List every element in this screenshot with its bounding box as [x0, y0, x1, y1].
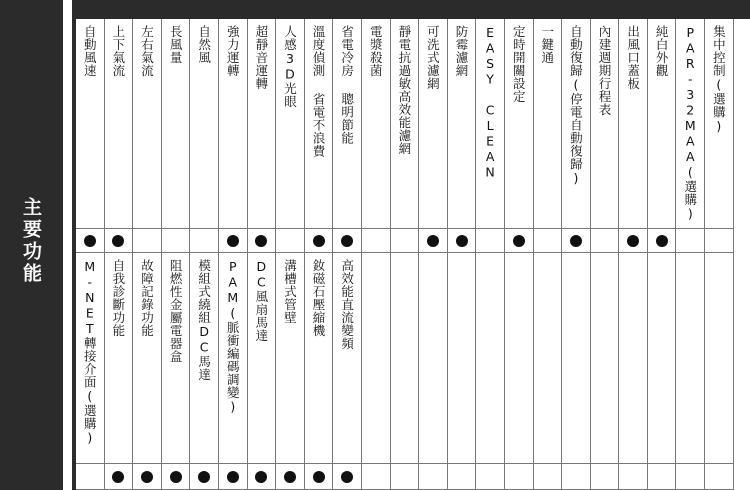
- bottom-feature-label: DC風扇馬達: [253, 259, 269, 342]
- section-title: 主要功能: [20, 197, 42, 285]
- top-feature-cell: [619, 19, 648, 229]
- feature-dot-icon: [227, 235, 239, 247]
- top-indicator-cell: [219, 229, 248, 253]
- top-feature-cell: [333, 19, 362, 229]
- bottom-feature-label: 高效能直流變頻: [339, 259, 355, 350]
- bottom-feature-cell: [619, 253, 648, 464]
- bottom-feature-cell: [248, 253, 277, 464]
- top-feature-label: 防霉濾網: [454, 25, 470, 77]
- top-feature-label: 自動風速: [82, 25, 98, 77]
- feature-dot-icon: [656, 235, 668, 247]
- bottom-indicator-cell: [391, 464, 420, 490]
- top-feature-cell: [591, 19, 620, 229]
- bottom-indicator-cell: [76, 464, 105, 490]
- bottom-feature-cell: [305, 253, 334, 464]
- top-feature-label: 集中控制(選購): [711, 25, 727, 134]
- top-indicator-cell: [476, 229, 505, 253]
- bottom-indicator-cell: [362, 464, 391, 490]
- top-label-row: [76, 19, 734, 229]
- feature-dot-icon: [456, 235, 468, 247]
- top-indicator-cell: [648, 229, 677, 253]
- top-feature-label: 出風口蓋板: [625, 25, 641, 90]
- top-indicator-cell: [362, 229, 391, 253]
- top-feature-label: 純白外觀: [654, 25, 670, 77]
- top-indicator-cell: [190, 229, 219, 253]
- bottom-feature-cell: [190, 253, 219, 464]
- bottom-feature-label: 釹磁石壓縮機: [311, 259, 327, 337]
- feature-dot-icon: [170, 471, 182, 483]
- bottom-feature-cell: [676, 253, 705, 464]
- bottom-feature-cell: [562, 253, 591, 464]
- top-indicator-cell: [591, 229, 620, 253]
- bottom-indicator-cell: [591, 464, 620, 490]
- top-indicator-cell: [248, 229, 277, 253]
- bottom-feature-label: 模組式繞組DC馬達: [196, 259, 212, 381]
- bottom-feature-cell: [705, 253, 734, 464]
- feature-dot-icon: [341, 235, 353, 247]
- top-feature-label: 省電冷房 聰明節能: [339, 25, 355, 145]
- top-indicator-cell: [562, 229, 591, 253]
- top-feature-cell: [505, 19, 534, 229]
- top-feature-cell: [476, 19, 505, 229]
- bottom-indicator-cell: [162, 464, 191, 490]
- feature-dot-icon: [513, 235, 525, 247]
- top-feature-cell: [391, 19, 420, 229]
- top-indicator-cell: [619, 229, 648, 253]
- bottom-indicator-cell: [419, 464, 448, 490]
- top-feature-cell: [676, 19, 705, 229]
- bottom-indicator-cell: [333, 464, 362, 490]
- bottom-feature-cell: [419, 253, 448, 464]
- feature-dot-icon: [112, 471, 124, 483]
- feature-dot-icon: [313, 235, 325, 247]
- bottom-feature-label: 自我診斷功能: [110, 259, 126, 337]
- bottom-indicator-cell: [219, 464, 248, 490]
- top-indicator-cell: [534, 229, 563, 253]
- feature-dot-icon: [255, 471, 267, 483]
- top-feature-label: 上下氣流: [110, 25, 126, 77]
- feature-dot-icon: [198, 471, 210, 483]
- top-feature-label: 一鍵通: [539, 25, 555, 64]
- top-feature-cell: [419, 19, 448, 229]
- bottom-indicator-cell: [248, 464, 277, 490]
- top-feature-label: 定時開關設定: [511, 25, 527, 103]
- bottom-feature-cell: [219, 253, 248, 464]
- top-feature-label: 人感3D光眼: [282, 25, 298, 108]
- top-feature-label: 靜電抗過敏高效能濾網: [396, 25, 412, 155]
- bottom-feature-cell: [534, 253, 563, 464]
- bottom-indicator-cell: [619, 464, 648, 490]
- bottom-indicator-cell: [105, 464, 134, 490]
- top-feature-label: 超靜音運轉: [253, 25, 269, 90]
- bottom-feature-cell: [476, 253, 505, 464]
- sidebar-panel: [0, 0, 63, 490]
- top-indicator-cell: [105, 229, 134, 253]
- top-indicator-cell: [419, 229, 448, 253]
- top-feature-label: 長風量: [168, 25, 184, 64]
- bottom-feature-cell: [276, 253, 305, 464]
- bottom-feature-cell: [591, 253, 620, 464]
- bottom-feature-label: 溝槽式管壁: [282, 259, 298, 324]
- feature-dot-icon: [141, 471, 153, 483]
- top-feature-label: 自動復歸(停電自動復歸): [568, 25, 584, 186]
- bottom-indicator-cell: [276, 464, 305, 490]
- bottom-indicator-cell: [505, 464, 534, 490]
- bottom-feature-label: PAM(脈衝編碼調變): [225, 259, 241, 415]
- top-feature-label: PAR-32MAA(選購): [682, 25, 698, 222]
- top-feature-cell: [76, 19, 105, 229]
- top-feature-label: EASY CLEAN: [482, 25, 498, 180]
- bottom-feature-cell: [391, 253, 420, 464]
- top-indicator-cell: [133, 229, 162, 253]
- feature-dot-icon: [570, 235, 582, 247]
- bottom-indicator-cell: [705, 464, 734, 490]
- feature-dot-icon: [313, 471, 325, 483]
- top-indicator-cell: [76, 229, 105, 253]
- bottom-indicator-cell: [534, 464, 563, 490]
- header-bar: [72, 0, 750, 19]
- top-indicator-cell: [448, 229, 477, 253]
- bottom-feature-cell: [133, 253, 162, 464]
- bottom-feature-cell: [76, 253, 105, 464]
- feature-table: [72, 19, 750, 490]
- top-feature-label: 電漿殺菌: [368, 25, 384, 77]
- feature-dot-icon: [341, 471, 353, 483]
- top-indicator-cell: [162, 229, 191, 253]
- bottom-indicator-cell: [676, 464, 705, 490]
- top-indicator-cell: [305, 229, 334, 253]
- top-feature-cell: [162, 19, 191, 229]
- top-feature-cell: [448, 19, 477, 229]
- top-feature-label: 內建週期行程表: [596, 25, 612, 116]
- bottom-indicator-cell: [648, 464, 677, 490]
- feature-dot-icon: [627, 235, 639, 247]
- top-feature-cell: [248, 19, 277, 229]
- bottom-feature-cell: [362, 253, 391, 464]
- bottom-feature-label: 阻燃性金屬電器盒: [168, 259, 184, 363]
- top-indicator-cell: [333, 229, 362, 253]
- top-dot-row: [76, 229, 734, 253]
- feature-dot-icon: [284, 471, 296, 483]
- top-feature-cell: [190, 19, 219, 229]
- top-feature-cell: [362, 19, 391, 229]
- feature-dot-icon: [112, 235, 124, 247]
- bottom-feature-cell: [505, 253, 534, 464]
- bottom-indicator-cell: [190, 464, 219, 490]
- bottom-feature-cell: [448, 253, 477, 464]
- bottom-label-row: [76, 253, 734, 464]
- top-feature-label: 可洗式濾網: [425, 25, 441, 90]
- bottom-indicator-cell: [305, 464, 334, 490]
- top-feature-cell: [105, 19, 134, 229]
- top-indicator-cell: [505, 229, 534, 253]
- bottom-feature-label: 故障記錄功能: [139, 259, 155, 337]
- bottom-feature-label: M-NET轉接介面(選購): [82, 259, 98, 446]
- top-indicator-cell: [705, 229, 734, 253]
- feature-dot-icon: [227, 471, 239, 483]
- bottom-feature-cell: [162, 253, 191, 464]
- bottom-feature-cell: [333, 253, 362, 464]
- top-indicator-cell: [676, 229, 705, 253]
- top-feature-label: 溫度偵測 省電不浪費: [311, 25, 327, 158]
- top-feature-cell: [276, 19, 305, 229]
- top-indicator-cell: [276, 229, 305, 253]
- top-feature-cell: [305, 19, 334, 229]
- feature-dot-icon: [84, 235, 96, 247]
- bottom-feature-cell: [105, 253, 134, 464]
- bottom-indicator-cell: [562, 464, 591, 490]
- top-feature-label: 自然風: [196, 25, 212, 64]
- bottom-indicator-cell: [448, 464, 477, 490]
- bottom-feature-cell: [648, 253, 677, 464]
- top-feature-label: 強力運轉: [225, 25, 241, 77]
- top-feature-label: 左右氣流: [139, 25, 155, 77]
- bottom-dot-row: [76, 464, 734, 490]
- top-indicator-cell: [391, 229, 420, 253]
- feature-dot-icon: [255, 235, 267, 247]
- bottom-indicator-cell: [133, 464, 162, 490]
- top-feature-cell: [648, 19, 677, 229]
- top-feature-cell: [219, 19, 248, 229]
- top-feature-cell: [562, 19, 591, 229]
- feature-dot-icon: [427, 235, 439, 247]
- bottom-indicator-cell: [476, 464, 505, 490]
- top-feature-cell: [705, 19, 734, 229]
- top-feature-cell: [534, 19, 563, 229]
- top-feature-cell: [133, 19, 162, 229]
